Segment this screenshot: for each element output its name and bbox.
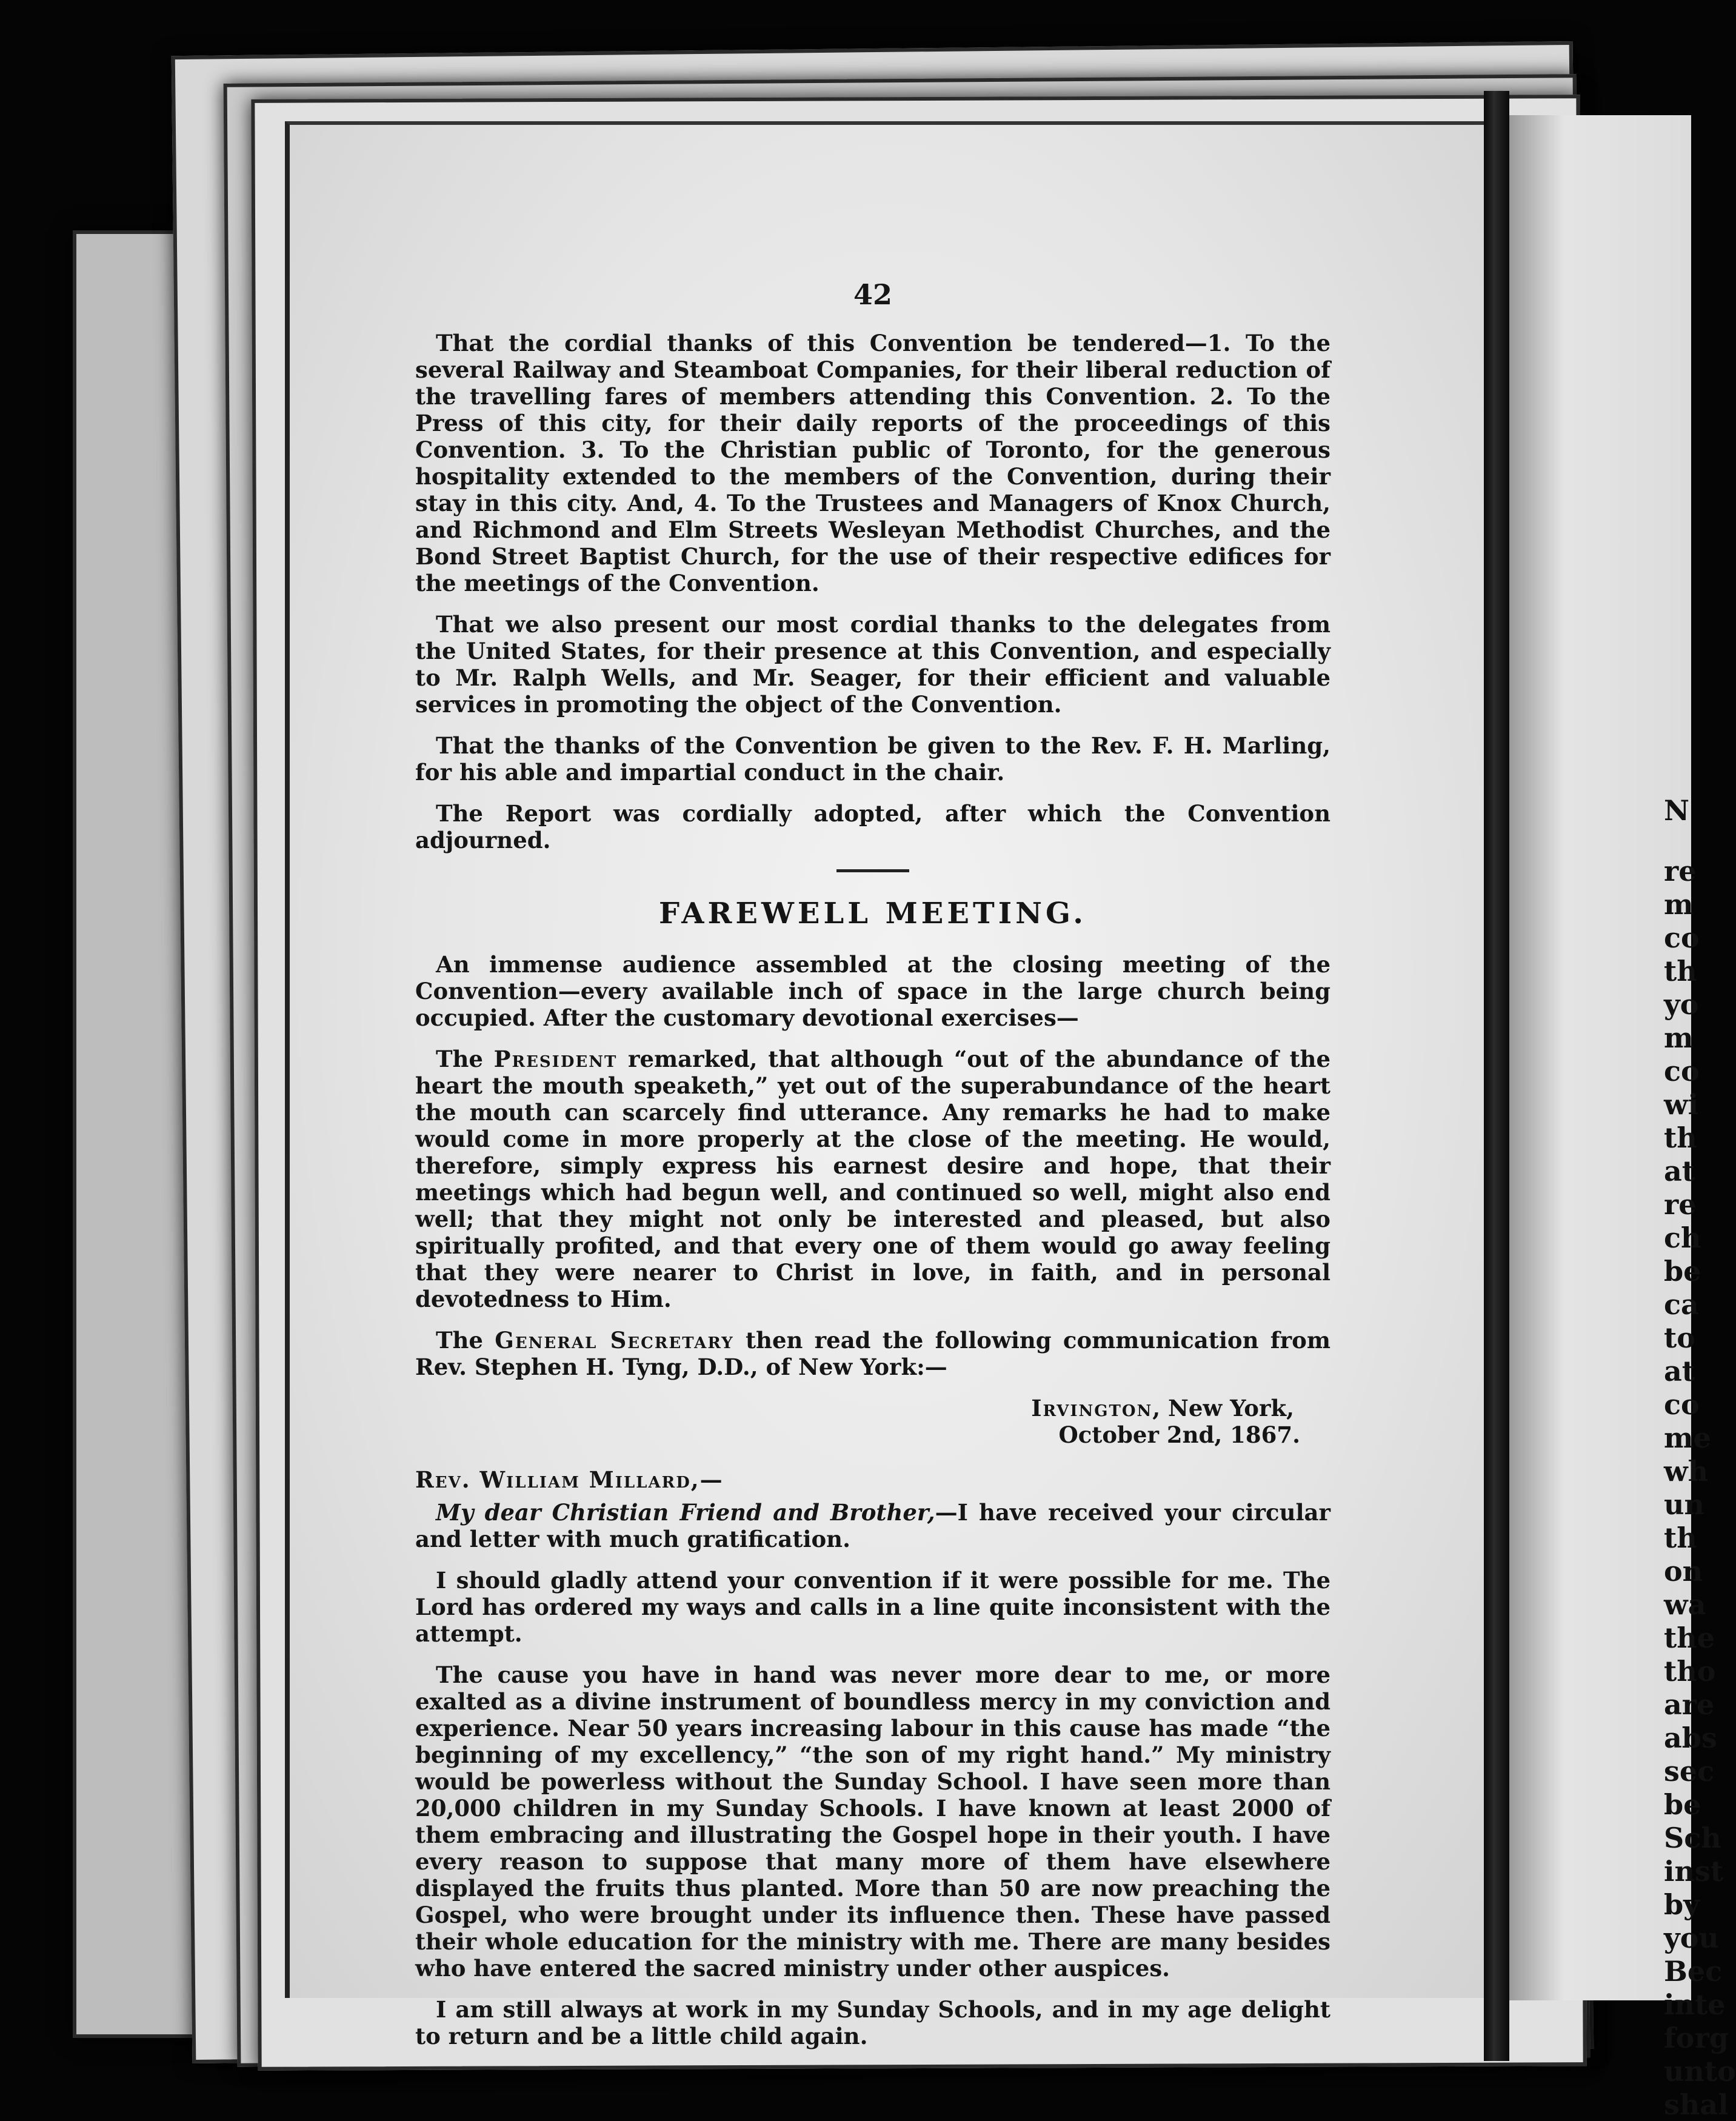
letter-place: [415, 1395, 1330, 1421]
letter-place-rest: , New York,: [1152, 1395, 1294, 1421]
facing-page-fragment: N: [1664, 794, 1690, 827]
letter-paragraph: I should gladly attend your convention if it were possible for me. The Lord has ordered my ways and calls in a line quite inconsistent with the attempt.: [415, 1567, 1330, 1647]
page-number: 42: [853, 278, 892, 311]
letter-paragraph: The cause you have in hand was never more dear to me, or more exalted as a divine instrument of boundless mercy in my conviction and experience. Near 50 years increasing labour in this cause has made “the beginning of my excellency,” “the son of my right hand.” My ministry would be powerless without the Sunday School. I have seen more than 20,000 children in my Sunday Schools. I have known at least 2000 of them embracing and illustrating the Gospel hope in their youth. I have every reason to suppose that many more of them have elsewhere displayed the fruits thus planted. More than 50 are now preaching the Gospel, who were brought under its influence then. These have passed their whole education for the ministry with me. There are many besides who have entered the sacred ministry under other auspices.: [415, 1662, 1330, 1982]
facing-page-fragment: tho: [1664, 1655, 1716, 1688]
facing-page-fragment: by: [1664, 1888, 1700, 1921]
facing-page-fragment: sec: [1664, 1755, 1715, 1788]
facing-page-fragment: m: [1664, 888, 1694, 921]
letter-greeting-rest: —I have received your circular and letter with much gratification.: [415, 1499, 1331, 1552]
facing-page-fragment: you: [1664, 1922, 1719, 1954]
president-title: President: [493, 1046, 618, 1072]
report-adopted: The Report was cordially adopted, after which the Convention adjourned.: [415, 800, 1330, 853]
facing-page-fragment: th: [1664, 955, 1697, 987]
president-paragraph: The President remarked, that although “out of the abundance of the heart the mouth speaketh,” yet out of the superabundance of the heart the mouth can scarcely find utterance. Any remarks he had to make would come in more properly at the close of the meeting. He would, therefore, simply express his earnest desire and hope, that their meetings which had begun well, and continued so well, might also end well; that they might not only be interested and pleased, but also spiritually profited, and that every one of them would go away feeling that they were nearer to Christ in love, in faith, and in personal devotedness to Him.: [415, 1046, 1330, 1312]
facing-page-fragment: th: [1664, 1121, 1697, 1154]
page-content: [415, 267, 1330, 2064]
facing-page-fragment: on: [1664, 1555, 1703, 1588]
facing-page-fragment: at: [1664, 1355, 1695, 1388]
facing-page-fragment: to: [1664, 1321, 1695, 1354]
facing-page-fragment: co: [1664, 1055, 1700, 1087]
facing-page-fragment: inst: [1664, 1855, 1724, 1888]
letter-addressee: Rev. William Millard,—: [415, 1466, 724, 1493]
facing-page-fragment: co: [1664, 1388, 1700, 1421]
facing-page-fragment: un: [1664, 1488, 1704, 1521]
letter-greeting-italic: My dear Christian Friend and Brother,: [436, 1499, 935, 1526]
secretary-paragraph: The General Secretary then read the following communication from Rev. Stephen H. Tyng, D.D., of New York:—: [415, 1327, 1331, 1380]
resolution-paragraph: That the cordial thanks of this Convention be tendered—1. To the several Railway and Steamboat Companies, for their liberal reduction of the travelling fares of members attending this Convention. 2. To the Press of this city, for their daily reports of the proceedings of this Convention. 3. To the Christian public of Toronto, for the generous hospitality extended to the members of the Convention, during their stay in this city. And, 4. To the Trustees and Managers of Knox Church, and Richmond and Elm Streets Wesleyan Methodist Churches, and the Bond Street Baptist Church, for the use of their respective edifices for the meetings of the Convention.: [415, 330, 1330, 596]
facing-page-fragment: be: [1664, 1788, 1701, 1821]
facing-page-fragment: wa: [1664, 1588, 1706, 1621]
facing-page-fragment: wh: [1664, 1455, 1709, 1488]
facing-page-fragment: be: [1664, 1255, 1701, 1288]
farewell-intro: An immense audience assembled at the closing meeting of the Convention—every available inch of space in the large church being occupied. After the customary devotional exercises—: [415, 951, 1330, 1031]
secretary-text: then read the following communication from Rev. Stephen H. Tyng, D.D., of New York:—: [415, 1327, 1331, 1380]
section-divider: [836, 869, 909, 872]
facing-page-fragment: m: [1664, 1021, 1694, 1054]
facing-page-fragment: th: [1664, 1521, 1697, 1554]
facing-page-fragment: Sch: [1664, 1822, 1721, 1854]
facing-page-fragment: inte: [1664, 1988, 1726, 2021]
facing-page-fragment: re: [1664, 855, 1697, 887]
letter-paragraph: I am still always at work in my Sunday Schools, and in my age delight to return and be a little child again.: [415, 1996, 1330, 2049]
section-heading: FAREWELL MEETING.: [658, 897, 1087, 930]
facing-page-fragment: ch: [1664, 1221, 1701, 1254]
facing-page-fragment: at: [1664, 1155, 1695, 1187]
facing-page-fragment: abs: [1664, 1722, 1717, 1754]
president-text: remarked, that although “out of the abundance of the heart the mouth speaketh,” yet out of the superabundance of the heart the mouth can scarcely find utterance. Any remarks he had to make would come in more properly at the close of the meeting. He would, therefore, simply express his earnest desire and hope, that their meetings which had begun well, and continued so well, might also end well; that they might not only be interested and pleased, but also spiritually profited, and that every one of them would go away feeling that they were nearer to Christ in love, in faith, and in personal devotedness to Him.: [415, 1046, 1330, 1312]
facing-page-fragment: wi: [1664, 1088, 1699, 1121]
facing-page-fragment: shal: [1664, 2088, 1729, 2121]
facing-page-fragment: forg: [1664, 2022, 1729, 2054]
facing-page-fragment: Bec: [1664, 1955, 1723, 1988]
letter-date: October 2nd, 1867.: [1058, 1421, 1300, 1448]
facing-page-fragment: re: [1664, 1188, 1697, 1221]
book-gutter: [1484, 91, 1509, 2061]
letter-place-name: Irvington: [1031, 1395, 1153, 1421]
facing-page-fragment: ca: [1664, 1288, 1699, 1321]
facing-page-fragment: co: [1664, 921, 1700, 954]
facing-page-fragment: the: [1664, 1622, 1715, 1654]
secretary-title: General Secretary: [495, 1327, 734, 1354]
letter-greeting: [415, 1499, 1330, 1552]
resolution-paragraph: That the thanks of the Convention be given to the Rev. F. H. Marling, for his able and impartial conduct in the chair.: [415, 732, 1330, 786]
facing-page-fragment: me: [1664, 1421, 1711, 1454]
facing-page-fragment: unto: [1664, 2055, 1736, 2088]
resolution-paragraph: That we also present our most cordial thanks to the delegates from the United States, for their presence at this Convention, and especially to Mr. Ralph Wells, and Mr. Seager, for their efficient and valuable services in promoting the object of the Convention.: [415, 611, 1330, 718]
facing-page-fragment: are: [1664, 1688, 1715, 1721]
facing-page-fragment: yo: [1664, 988, 1699, 1021]
